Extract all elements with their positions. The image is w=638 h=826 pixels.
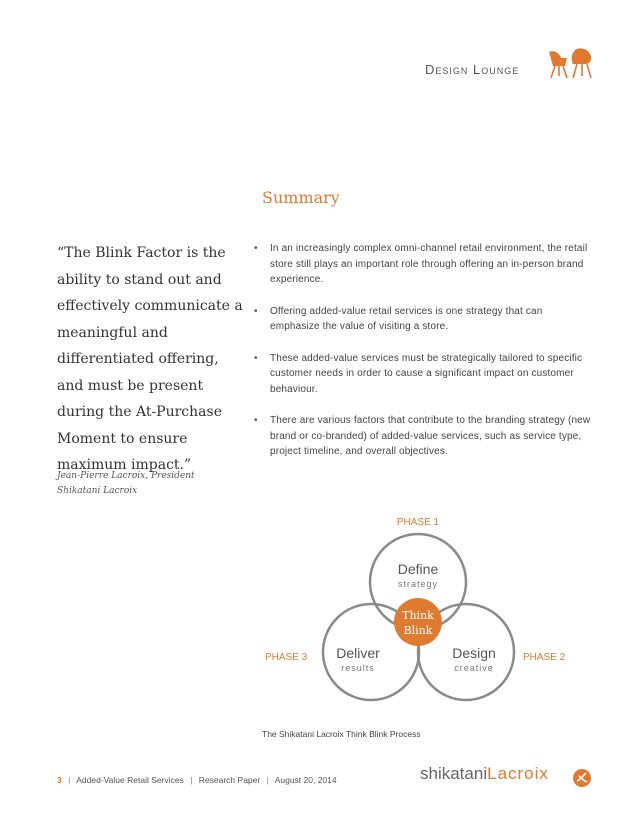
phase-2-label: PHASE 2: [523, 652, 566, 663]
deliver-subtitle: results: [341, 663, 375, 673]
quote-author: Jean-Pierre Lacroix, President: [57, 471, 195, 481]
footer-separator: |: [190, 775, 193, 785]
page-number: 3: [57, 775, 62, 785]
summary-bullet: • These added-value services must be strategically tailored to specific customer needs in order to cause a significant impact on customer behaviour.: [254, 351, 594, 398]
think-blink-center: [394, 598, 442, 646]
quote-line: “The Blink Factor is the: [57, 245, 226, 261]
quote-line: and must be present: [57, 377, 204, 394]
design-subtitle: creative: [454, 663, 494, 673]
summary-bullet: • Offering added-value retail services is one strategy that can emphasize the value of visiting a store.: [254, 304, 594, 335]
phase-1-label: PHASE 1: [396, 517, 440, 528]
think-blink-diagram: [255, 510, 585, 720]
summary-title: Summary: [262, 188, 340, 207]
footer-separator: |: [266, 775, 269, 785]
deliver-title: Deliver: [336, 645, 380, 661]
quote-line: effectively communicate a: [57, 298, 243, 314]
summary-bullet-list: [254, 241, 594, 476]
quote-line: Moment to ensure: [57, 430, 188, 447]
footer-date: August 20, 2014: [274, 775, 337, 785]
quote-line: ability to stand out and: [57, 271, 222, 288]
design-title: Design: [452, 645, 496, 661]
brand-lacroix: Lacroix: [487, 764, 549, 783]
lacroix-logo-icon: [572, 768, 592, 788]
quote-line: during the At-Purchase: [57, 404, 222, 420]
quote-attribution: [57, 469, 195, 499]
think-label: Think: [402, 609, 434, 622]
summary-bullet: • There are various factors that contribute to the branding strategy (new brand or co-branded) of added-value services, such as service type, project timeline, and overall objectives.: [254, 413, 594, 460]
footer-meta: [57, 775, 337, 785]
diagram-caption: The Shikatani Lacroix Think Blink Process: [262, 729, 421, 739]
pull-quote: [57, 240, 243, 479]
brand-shikatani: shikatani: [420, 764, 488, 783]
quote-company: Shikatani Lacroix: [57, 486, 138, 496]
blink-label: Blink: [403, 624, 433, 637]
summary-bullet: • In an increasingly complex omni-channel retail environment, the retail store still plays an important role through offering an in-person brand experience.: [254, 241, 594, 288]
define-subtitle: strategy: [397, 579, 439, 589]
phase-3-label: PHASE 3: [265, 652, 308, 663]
quote-line: maximum impact.”: [57, 457, 192, 473]
design-lounge-brand: Design Lounge: [425, 62, 520, 77]
chairs-logo-icon: [545, 46, 595, 82]
footer-document-type: Research Paper: [198, 775, 261, 785]
footer-separator: |: [68, 775, 71, 785]
footer-brand: [420, 764, 549, 784]
quote-line: meaningful and: [57, 324, 168, 341]
footer-document-title: Added-Value Retail Services: [76, 775, 184, 785]
quote-line: differentiated offering,: [57, 351, 219, 367]
define-title: Define: [397, 561, 439, 577]
